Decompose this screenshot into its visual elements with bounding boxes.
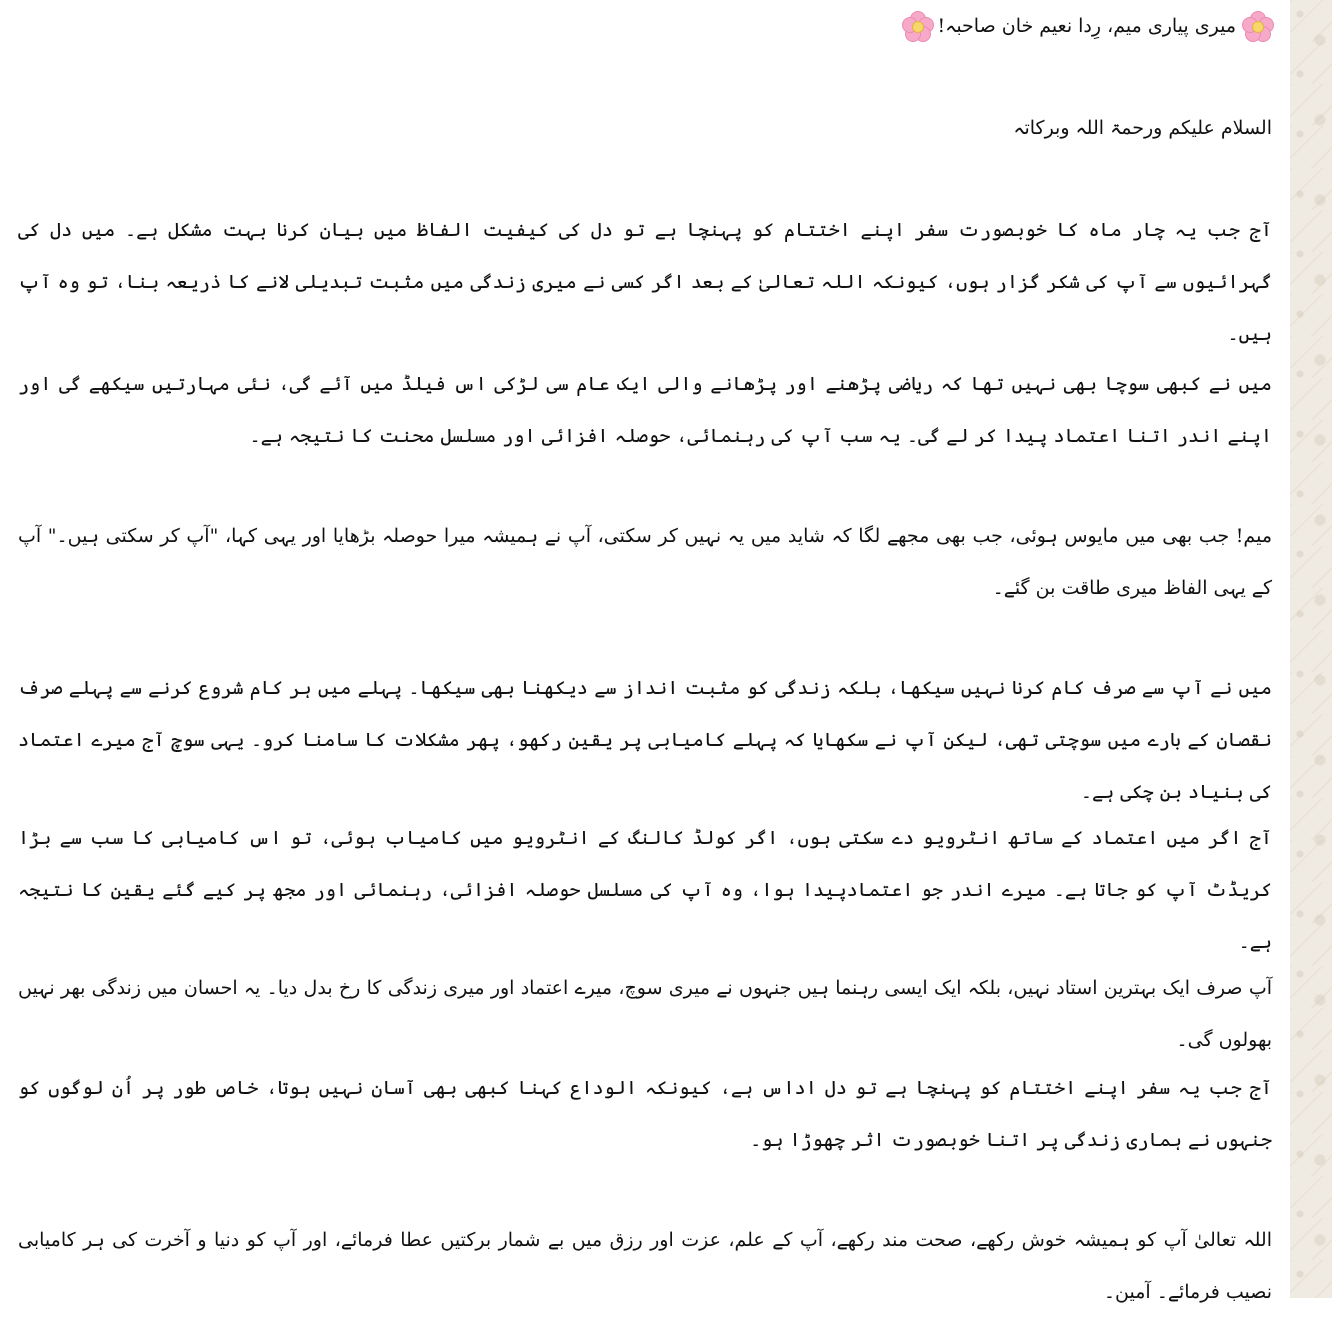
message-paragraph: میں نے کبھی سوچا بھی نہیں تھا کہ ریاضی پڑھنے اور پڑھانے والی ایک عام سی لڑکی اس فیلڈ میں آئے گی، نئی مہارتیں سیکھے گی اور اپنے اندر اتنا اعتماد پیدا کر لے گی۔ یہ سب آپ کی رہنمائی، حوصلہ افزائی اور مسلسل محنت کا نتیجہ ہے۔ <box>18 373 1272 447</box>
message-paragraph: اللہ تعالیٰ آپ کو ہمیشہ خوش رکھے، صحت مند رکھے، آپ کے علم، عزت اور رزق میں بے شمار برکتیں عطا فرمائے، اور آپ کو دنیا و آخرت کی ہر کامیابی نصیب فرمائے۔ آمین۔ <box>18 1229 1272 1303</box>
salutation: السلام علیکم ورحمۃ اللہ وبرکاتہ <box>1013 117 1272 139</box>
cherry-blossom-icon <box>902 11 932 41</box>
message-paragraph: میم! جب بھی میں مایوس ہوئی، جب بھی مجھے لگا کہ شاید میں یہ نہیں کر سکتی، آپ نے ہمیشہ میرا حوصلہ بڑھایا اور یہی کہا، "آپ کر سکتی ہیں۔" آپ کے یہی الفاظ میری طاقت بن گئے۔ <box>18 525 1272 599</box>
message-paragraph: آج اگر میں اعتماد کے ساتھ انٹرویو دے سکتی ہوں، اگر کولڈ کالنگ کے انٹرویو میں کامیاب ہوئی، تو اس کامیابی کا سب سے بڑا کریڈٹ آپ کو جاتا ہے۔ میرے اندر جو اعتمادپیدا ہوا، وہ آپ کی مسلسل حوصلہ افزائی، رہنمائی اور مجھ پر کیے گئے یقین کا نتیجہ ہے۔ <box>18 827 1272 953</box>
cherry-blossom-icon <box>1242 11 1272 41</box>
greeting-line <box>902 0 1272 52</box>
message-paragraph: آپ صرف ایک بہترین استاد نہیں، بلکہ ایک ایسی رہنما ہیں جنہوں نے میری سوچ، میرے اعتماد اور میری زندگی کا رخ بدل دیا۔ یہ احسان میں زندگی بھر نہیں بھولوں گی۔ <box>18 977 1272 1051</box>
chat-wallpaper <box>1290 0 1332 1298</box>
message-paragraph: میں نے آپ سے صرف کام کرنا نہیں سیکھا، بلکہ زندگی کو مثبت انداز سے دیکھنا بھی سیکھا۔ پہلے میں ہر کام شروع کرنے سے پہلے صرف نقصان کے بارے میں سوچتی تھی، لیکن آپ نے سکھایا کہ پہلے کامیابی پر یقین رکھو، پھر مشکلات کا سامنا کرو۔ یہی سوچ آج میرے اعتماد کی بنیاد بن چکی ہے۔ <box>18 677 1272 803</box>
greeting-text: میری پیاری میم، رِدا نعیم خان صاحبہ! <box>937 15 1236 37</box>
message-paragraph: آج جب یہ چار ماہ کا خوبصورت سفر اپنے اختتام کو پہنچا ہے تو دل کی کیفیت الفاظ میں بیان کرنا بہت مشکل ہے۔ میں دل کی گہرائیوں سے آپ کی شکر گزار ہوں، کیونکہ اللہ تعالیٰ کے بعد اگر کسی نے میری زندگی میں مثبت تبدیلی لانے کا ذریعہ بنا، تو وہ آپ ہیں۔ <box>18 219 1272 345</box>
message-paragraph: آج جب یہ سفر اپنے اختتام کو پہنچا ہے تو دل اداس ہے، کیونکہ الوداع کہنا کبھی بھی آسان نہیں ہوتا، خاص طور پر اُن لوگوں کو جنہوں نے ہماری زندگی پر اتنا خوبصورت اثر چھوڑا ہو۔ <box>18 1077 1272 1151</box>
